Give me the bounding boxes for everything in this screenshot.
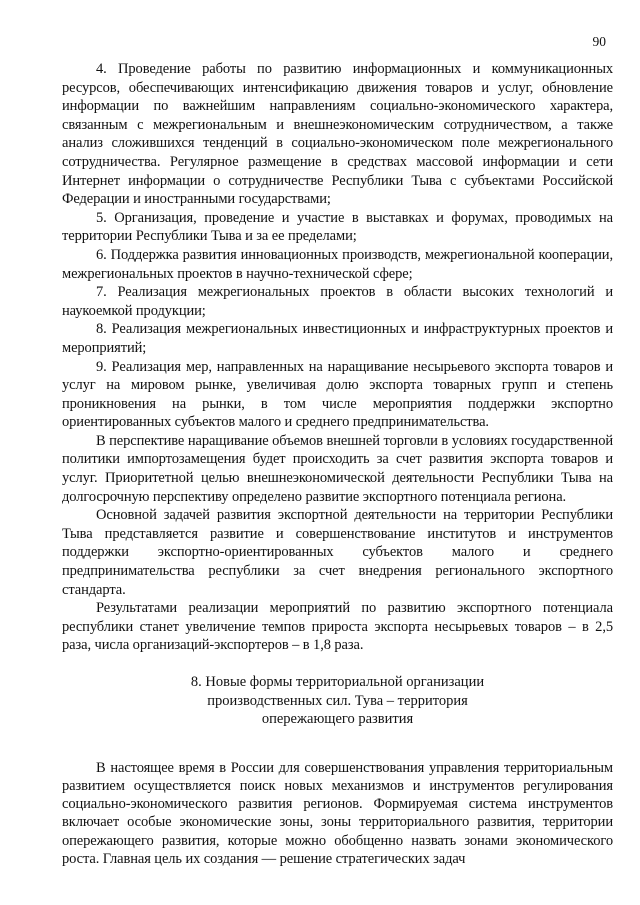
list-item-6: 6. Поддержка развития инновационных производств, межрегиональной кооперации, межрегиональных проектов в научно-технической сфере; [62,246,613,282]
paragraph-section-intro: В настоящее время в России для совершенствования управления территориальным развитием осуществляется поиск новых механизмов и инструментов регулирования социально-экономического развития регионов. Формируемая система инструментов включает особые экономические зоны, зоны территориального развития, территории опережающего развития, которые можно обобщенно назвать зонами экономического роста. Главная цель их создания — решение стратегических задач [62,759,613,867]
list-item-8: 8. Реализация межрегиональных инвестиционных и инфраструктурных проектов и мероприятий; [62,321,613,356]
page-number: 90 [592,34,606,49]
paragraph-export-perspective: В перспективе наращивание объемов внешней торговли в условиях государственной политики импортозамещения будет происходить за счет развития экспорта товаров и услуг. Приоритетной целью внешнеэкономической деятельности Республики Тыва на долгосрочную перспективу определено развитие экспортного потенциала региона. [62,432,613,505]
list-item-9: 9. Реализация мер, направленных на наращивание несырьевого экспорта товаров и услуг на мировом рынке, увеличивая долю экспорта товарных групп и степень проникновения на рынки, в том числе мероприятия поддержки экспортно ориентированных субъектов малого и среднего предпринимательства. [62,358,613,431]
paragraph-export-main-task: Основной задачей развития экспортной деятельности на территории Республики Тыва представляется развитие и совершенствование институтов и инструментов поддержки экспортно-ориентированных субъектов малого и среднего предпринимательства республики за счет внедрения регионального экспортного стандарта. [62,507,613,598]
paragraph-export-results: Результатами реализации мероприятий по развитию экспортного потенциала республики станет увеличение темпов прироста экспорта несырьевых товаров – в 2,5 раза, числа организаций-экспортеров – в 1,8 раза. [62,600,613,654]
section-heading-line-2: производственных сил. Тува – территория [207,692,468,709]
section-heading-line-3: опережающего развития [261,711,414,728]
list-item-5: 5. Организация, проведение и участие в выставках и форумах, проводимых на территории Республики Тыва и за ее пределами; [62,209,613,245]
list-item-4: 4. Проведение работы по развитию информационных и коммуникационных ресурсов, обеспечивающих интенсификацию движения товаров и услуг, обновление информации по важнейшим направлениям социально-экономического характера, связанным с межрегиональным и внешнеэкономическим сотрудничеством, а также анализ сложившихся тенденций в социально-экономическом поле межрегионального сотрудничества. Регулярное размещение в средствах массовой информации и сети Интернет информации о сотрудничестве Республики Тыва с субъектами Российской Федерации и иностранными государствами; [62,61,613,208]
list-item-7: 7. Реализация межрегиональных проектов в области высоких технологий и наукоемкой продукции; [62,284,613,319]
document-body [62,60,613,868]
section-heading [62,673,613,729]
section-heading-line-1: 8. Новые формы территориальной организации [190,674,485,690]
